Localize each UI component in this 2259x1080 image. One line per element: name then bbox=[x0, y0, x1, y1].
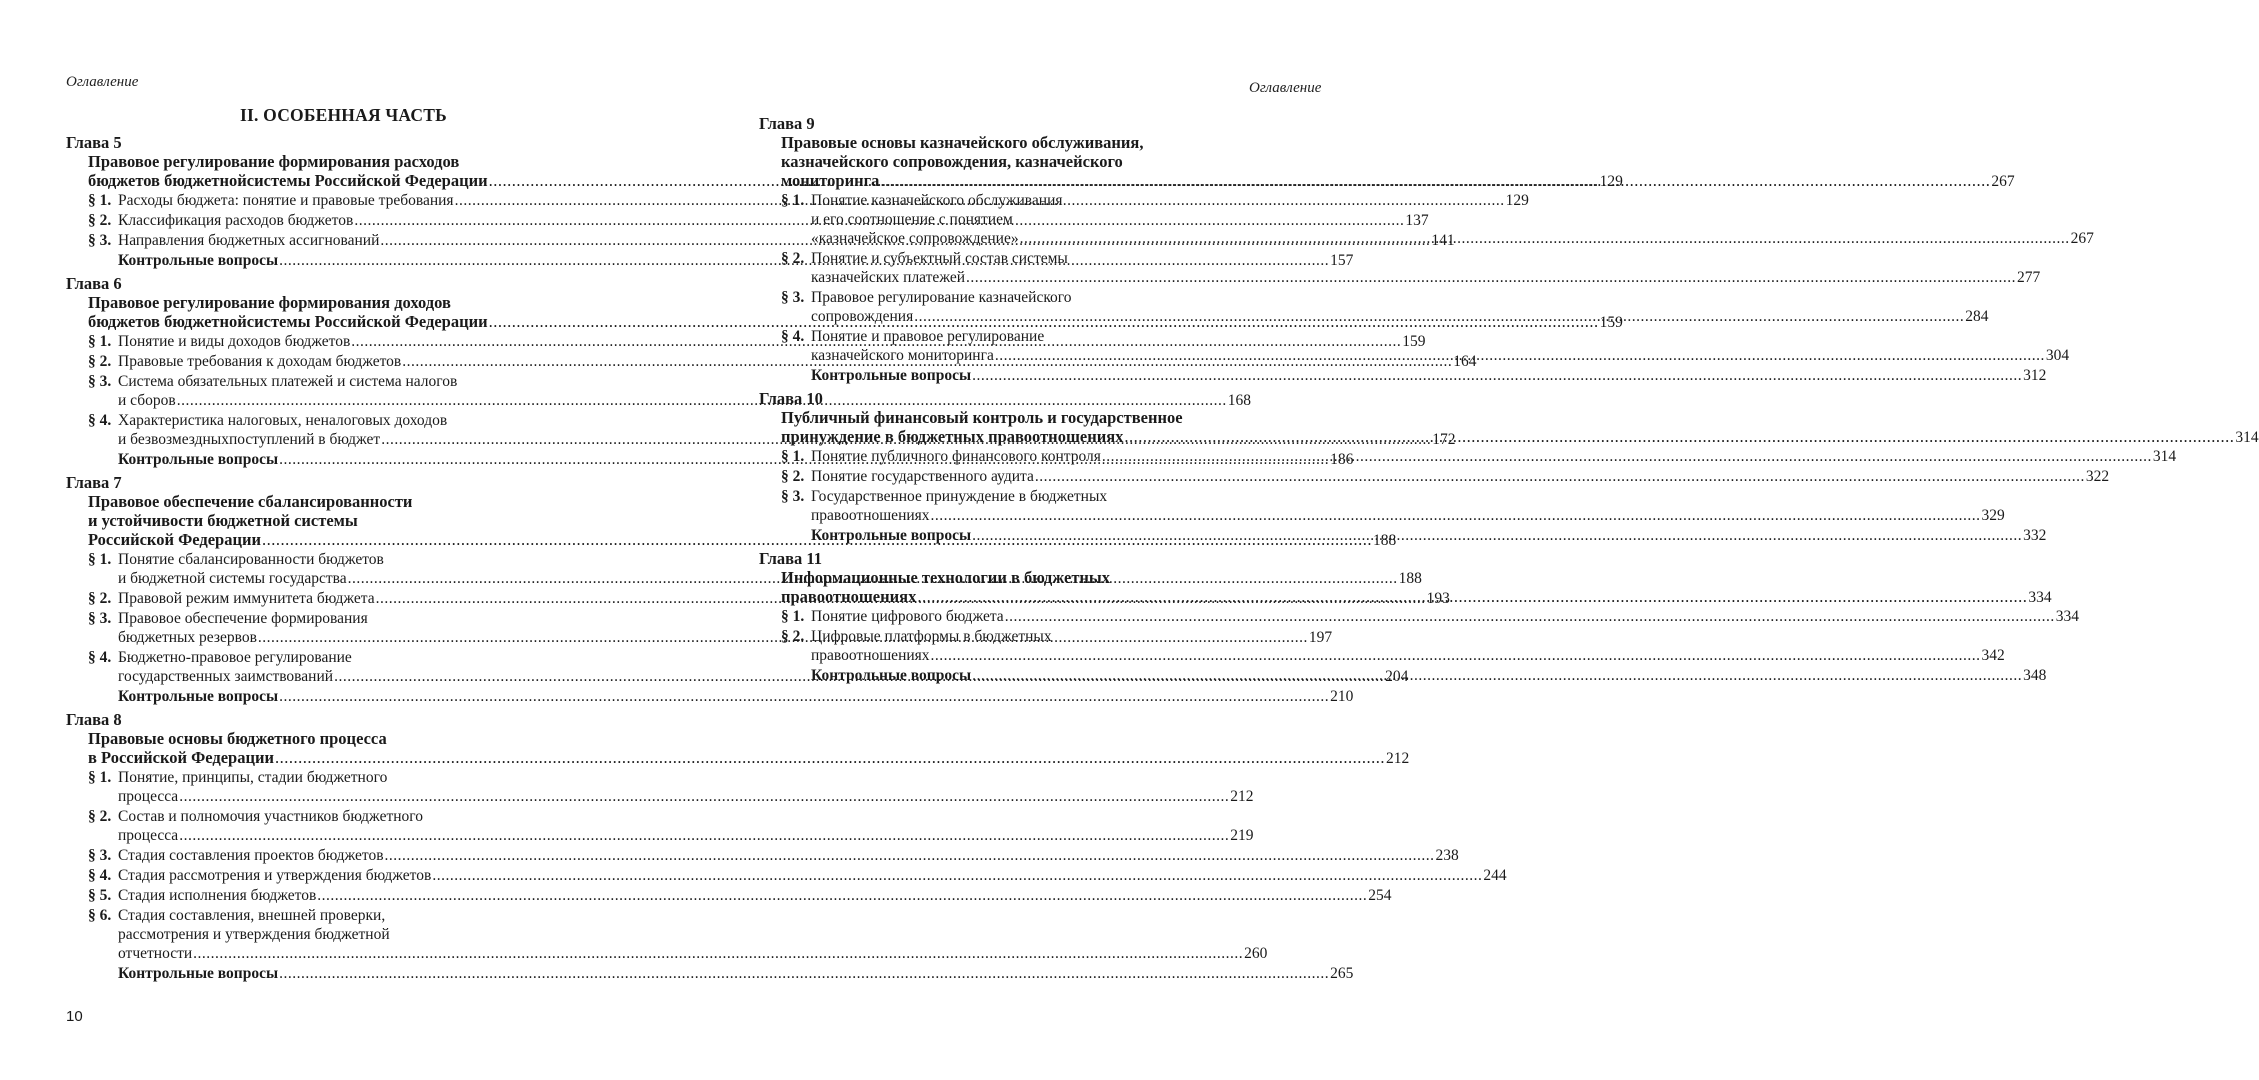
chapter-title-line: Правовое регулирование формирования расходов bbox=[88, 152, 460, 171]
review-questions-entry bbox=[811, 366, 2047, 385]
section-title-line: правоотношениях bbox=[811, 647, 930, 664]
running-head-left: Оглавление bbox=[66, 74, 139, 90]
section-number: § 1. bbox=[781, 192, 805, 209]
section-title bbox=[811, 447, 2176, 466]
section-number: § 2. bbox=[781, 468, 805, 485]
section-number: § 1. bbox=[781, 608, 805, 625]
section-title-line: Понятие и правовое регулирование bbox=[811, 328, 1045, 345]
section-row bbox=[781, 607, 2079, 626]
chapter-label: Глава 5 bbox=[66, 133, 122, 152]
review-questions-label: Контрольные вопросы bbox=[118, 965, 279, 982]
section-title-line: казначейского мониторинга bbox=[811, 347, 994, 364]
page-ref: 334 bbox=[2055, 608, 2079, 625]
toc-leader-row bbox=[811, 447, 2176, 466]
page-ref: 332 bbox=[2023, 527, 2047, 544]
section-number: § 1. bbox=[88, 333, 112, 350]
chapter-label: Глава 10 bbox=[759, 389, 823, 408]
chapter-title-line: Правовые основы бюджетного процесса bbox=[88, 729, 387, 748]
page-ref: 137 bbox=[1405, 212, 1429, 229]
toc-leader-row bbox=[118, 944, 1267, 963]
chapter-title-line: Правовое регулирование формирования доходов bbox=[88, 293, 451, 312]
section-title bbox=[811, 607, 2079, 626]
dot-leader bbox=[972, 666, 2022, 685]
dot-leader bbox=[995, 346, 2045, 365]
chapter-title-line: бюджетов бюджетнойсистемы Российской Федерации bbox=[88, 171, 488, 190]
review-questions-entry bbox=[118, 964, 1354, 983]
section-row bbox=[781, 467, 2110, 486]
page-ref: 265 bbox=[1330, 965, 1354, 982]
dot-leader bbox=[432, 866, 1482, 885]
section-number: § 2. bbox=[88, 590, 112, 607]
section-title-line: Расходы бюджета: понятие и правовые требования bbox=[118, 192, 454, 209]
toc-leader-row bbox=[811, 366, 2047, 385]
dot-leader bbox=[917, 587, 2027, 606]
chapter-title-line: мониторинга bbox=[781, 171, 880, 190]
toc-leader-row bbox=[118, 687, 1354, 706]
section-title-line: сопровождения bbox=[811, 308, 914, 325]
page-ref: 314 bbox=[2235, 429, 2259, 446]
section-number: § 1. bbox=[781, 448, 805, 465]
section-title bbox=[811, 249, 2040, 287]
part-title: II. ОСОБЕННАЯ ЧАСТЬ bbox=[240, 105, 447, 125]
section-title-line: процесса bbox=[118, 788, 179, 805]
section-title-line: Понятие цифрового бюджета bbox=[811, 608, 1004, 625]
section-row bbox=[88, 866, 1507, 885]
section-title bbox=[118, 906, 1267, 963]
toc-leader-row bbox=[118, 866, 1507, 885]
page-ref: 159 bbox=[1599, 314, 1623, 331]
dot-leader bbox=[1124, 427, 2234, 446]
chapter-title-line: бюджетов бюджетнойсистемы Российской Федерации bbox=[88, 312, 488, 331]
section-number: § 3. bbox=[781, 488, 805, 505]
toc-leader-row bbox=[811, 229, 2094, 248]
section-title-line: Бюджетно-правовое регулирование bbox=[118, 649, 352, 666]
dot-leader bbox=[972, 366, 2022, 385]
section-number: § 2. bbox=[88, 212, 112, 229]
section-title-line: Понятие сбалансированности бюджетов bbox=[118, 551, 384, 568]
section-title bbox=[118, 807, 1253, 845]
dot-leader bbox=[966, 268, 2016, 287]
chapter-entry bbox=[66, 710, 1507, 983]
dot-leader bbox=[317, 886, 1367, 905]
section-title-line: Стадия составления, внешней проверки, bbox=[118, 907, 386, 924]
section-title-line: «казначейское сопровождение» bbox=[811, 230, 1019, 247]
section-title-line: Стадия исполнения бюджетов bbox=[118, 887, 317, 904]
review-questions-label: Контрольные вопросы bbox=[811, 527, 972, 544]
section-entry bbox=[781, 467, 2110, 486]
page-number: 10 bbox=[66, 1008, 83, 1025]
chapter-title-line: казначейского сопровождения, казначейского bbox=[781, 152, 1123, 171]
toc-leader-row bbox=[811, 467, 2109, 486]
toc-leader-row bbox=[811, 607, 2079, 626]
chapter-title-line: Российской Федерации bbox=[88, 530, 261, 549]
section-row bbox=[88, 886, 1392, 905]
toc-leader-row bbox=[118, 964, 1354, 983]
dot-leader bbox=[1035, 467, 2085, 486]
section-entry bbox=[88, 906, 1268, 963]
section-entry bbox=[781, 487, 2005, 525]
section-title-line: Классификация расходов бюджетов bbox=[118, 212, 354, 229]
dot-leader bbox=[1102, 447, 2152, 466]
chapter-label: Глава 11 bbox=[759, 549, 823, 568]
page-ref: 322 bbox=[2085, 468, 2110, 485]
section-number: § 2. bbox=[781, 628, 805, 645]
review-questions-label: Контрольные вопросы bbox=[811, 367, 972, 384]
chapter-title-line: в Российской Федерации bbox=[88, 748, 275, 767]
chapter-label: Глава 9 bbox=[759, 114, 815, 133]
section-number: § 3. bbox=[88, 232, 112, 249]
page-ref: 129 bbox=[1505, 192, 1529, 209]
chapter-title-line: Правовое обеспечение сбалансированности bbox=[88, 492, 413, 511]
dot-leader bbox=[193, 944, 1243, 963]
dot-leader bbox=[914, 307, 1964, 326]
page-ref: 277 bbox=[2017, 269, 2041, 286]
section-entry bbox=[88, 807, 1254, 845]
page-ref: 212 bbox=[1386, 750, 1410, 767]
page-ref: 267 bbox=[1991, 173, 2015, 190]
chapter-label: Глава 7 bbox=[66, 473, 122, 492]
section-entry bbox=[88, 846, 1459, 865]
section-number: § 5. bbox=[88, 887, 112, 904]
section-title-line: Стадия рассмотрения и утверждения бюджетов bbox=[118, 867, 432, 884]
page-ref: 348 bbox=[2023, 667, 2047, 684]
section-number: § 4. bbox=[88, 649, 112, 666]
section-title-line: Государственное принуждение в бюджетных bbox=[811, 488, 1108, 505]
page-ref: 186 bbox=[1330, 451, 1354, 468]
section-title bbox=[811, 191, 2094, 248]
section-title bbox=[118, 866, 1507, 885]
chapter-title bbox=[88, 729, 1410, 768]
page-ref: 188 bbox=[1372, 532, 1397, 549]
review-questions-label: Контрольные вопросы bbox=[811, 667, 972, 684]
page-ref: 212 bbox=[1230, 788, 1254, 805]
section-number: § 4. bbox=[88, 412, 112, 429]
page-ref: 244 bbox=[1483, 867, 1507, 884]
review-questions-entry bbox=[118, 687, 1354, 706]
section-title-line: Понятие, принципы, стадии бюджетного bbox=[118, 769, 388, 786]
section-title bbox=[811, 467, 2109, 486]
section-row bbox=[88, 768, 1254, 806]
section-title-line: Направления бюджетных ассигнований bbox=[118, 232, 380, 249]
section-number: § 2. bbox=[88, 808, 112, 825]
section-title-line: Система обязательных платежей и система налогов bbox=[118, 373, 458, 390]
chapter-title-line: принуждение в бюджетных правоотношениях bbox=[781, 427, 1124, 446]
page-ref: 329 bbox=[1981, 507, 2005, 524]
section-title bbox=[811, 327, 2069, 365]
page-ref: 164 bbox=[1453, 353, 1477, 370]
section-title bbox=[811, 487, 2005, 525]
section-number: § 4. bbox=[88, 867, 112, 884]
section-title bbox=[118, 768, 1253, 806]
dot-leader bbox=[931, 646, 1981, 665]
toc-leader-row bbox=[118, 886, 1392, 905]
section-title-line: Понятие государственного аудита bbox=[811, 468, 1034, 485]
section-title-line: Стадия составления проектов бюджетов bbox=[118, 847, 384, 864]
section-title-line: бюджетных резервов bbox=[118, 629, 257, 646]
section-number: § 6. bbox=[88, 907, 112, 924]
section-title bbox=[118, 886, 1392, 905]
section-number: § 2. bbox=[781, 250, 805, 267]
section-title-line: и безвозмездныхпоступлений в бюджет bbox=[118, 431, 381, 448]
chapter-title-line: Информационные технологии в бюджетных bbox=[781, 568, 1111, 587]
section-title-line: и его соотношение с понятием bbox=[811, 211, 1013, 228]
dot-leader bbox=[279, 687, 1329, 706]
section-entry bbox=[781, 607, 2079, 626]
chapter-title-line: Правовые основы казначейского обслуживания, bbox=[781, 133, 1144, 152]
page-ref: 284 bbox=[1965, 308, 1989, 325]
page-ref: 312 bbox=[2023, 367, 2047, 384]
section-title-line: казначейских платежей bbox=[811, 269, 965, 286]
section-number: § 4. bbox=[781, 328, 805, 345]
section-title-line: Правовое обеспечение формирования bbox=[118, 610, 368, 627]
section-title-line: Цифровые платформы в бюджетных bbox=[811, 628, 1052, 645]
section-title-line: правоотношениях bbox=[811, 507, 930, 524]
section-row bbox=[88, 846, 1459, 865]
dot-leader bbox=[179, 787, 1229, 806]
toc-leader-row bbox=[118, 787, 1253, 806]
section-title-line: Понятие и виды доходов бюджетов bbox=[118, 333, 351, 350]
page-ref: 157 bbox=[1330, 252, 1354, 269]
review-questions-label: Контрольные вопросы bbox=[118, 451, 279, 468]
chapter-label: Глава 8 bbox=[66, 710, 122, 729]
page-ref: 188 bbox=[1398, 570, 1422, 587]
running-head-right: Оглавление bbox=[1249, 80, 1322, 96]
section-title-line: Понятие и субъектный состав системы bbox=[811, 250, 1068, 267]
dot-leader bbox=[179, 826, 1229, 845]
section-title-line: Понятие казначейского обслуживания bbox=[811, 192, 1063, 209]
section-title bbox=[811, 627, 2005, 665]
section-number: § 3. bbox=[781, 289, 805, 306]
dot-leader bbox=[880, 171, 1990, 190]
toc-leader-row bbox=[811, 346, 2069, 365]
page-ref: 219 bbox=[1230, 827, 1254, 844]
page-ref: 141 bbox=[1431, 232, 1455, 249]
section-title-line: Правовые требования к доходам бюджетов bbox=[118, 353, 402, 370]
section-title-line: Состав и полномочия участников бюджетного bbox=[118, 808, 423, 825]
page-ref: 342 bbox=[1981, 647, 2005, 664]
page-ref: 204 bbox=[1385, 668, 1409, 685]
dot-leader bbox=[1005, 607, 2055, 626]
section-title bbox=[118, 846, 1459, 865]
section-row bbox=[781, 627, 2005, 665]
section-row bbox=[781, 487, 2005, 525]
section-entry bbox=[781, 627, 2005, 665]
dot-leader bbox=[1020, 229, 2070, 248]
section-entry bbox=[88, 768, 1254, 806]
section-number: § 3. bbox=[88, 610, 112, 627]
section-title-line: Правовой режим иммунитета бюджета bbox=[118, 590, 375, 607]
dot-leader bbox=[279, 964, 1329, 983]
section-title-line: отчетности bbox=[118, 945, 193, 962]
page-ref: 159 bbox=[1402, 333, 1426, 350]
section-number: § 1. bbox=[88, 551, 112, 568]
section-number: § 1. bbox=[88, 192, 112, 209]
page-ref: 260 bbox=[1244, 945, 1268, 962]
page-ref: 238 bbox=[1435, 847, 1459, 864]
section-number: § 1. bbox=[88, 769, 112, 786]
section-entry bbox=[88, 866, 1507, 885]
section-row bbox=[88, 807, 1254, 845]
section-number: § 2. bbox=[88, 353, 112, 370]
section-title-line: рассмотрения и утверждения бюджетной bbox=[118, 926, 390, 943]
dot-leader bbox=[931, 506, 1981, 525]
toc-leader-row bbox=[811, 268, 2040, 287]
section-title-line: и бюджетной системы государства bbox=[118, 570, 347, 587]
page-ref: 172 bbox=[1432, 431, 1456, 448]
page-ref: 197 bbox=[1308, 629, 1333, 646]
section-title-line: и сборов bbox=[118, 392, 176, 409]
section-title-line: Правовое регулирование казначейского bbox=[811, 289, 1072, 306]
dot-leader bbox=[275, 748, 1385, 767]
page-ref: 267 bbox=[2070, 230, 2094, 247]
review-questions-label: Контрольные вопросы bbox=[118, 688, 279, 705]
review-questions-label: Контрольные вопросы bbox=[118, 252, 279, 269]
toc-leader-row bbox=[118, 826, 1253, 845]
section-number: § 3. bbox=[88, 373, 112, 390]
toc-leader-row bbox=[118, 846, 1459, 865]
section-title-line: Понятие публичного финансового контроля bbox=[811, 448, 1101, 465]
page-ref: 314 bbox=[2152, 448, 2177, 465]
chapter-title-line: правоотношениях bbox=[781, 587, 917, 606]
toc-leader-row bbox=[811, 307, 1988, 326]
section-entry bbox=[88, 886, 1392, 905]
dot-leader bbox=[972, 526, 2022, 545]
section-title-line: Характеристика налоговых, неналоговых доходов bbox=[118, 412, 448, 429]
chapter-label: Глава 6 bbox=[66, 274, 122, 293]
section-row bbox=[88, 906, 1268, 963]
section-title-line: государственных заимствований bbox=[118, 668, 334, 685]
toc-leader-row bbox=[811, 506, 2005, 525]
section-title-line: процесса bbox=[118, 827, 179, 844]
page-ref: 210 bbox=[1330, 688, 1354, 705]
section-number: § 3. bbox=[88, 847, 112, 864]
page-ref: 168 bbox=[1227, 392, 1251, 409]
page-ref: 304 bbox=[2045, 347, 2070, 364]
page-ref: 193 bbox=[1426, 590, 1450, 607]
page-ref: 254 bbox=[1368, 887, 1392, 904]
toc-leader-row bbox=[811, 646, 2005, 665]
dot-leader bbox=[385, 846, 1435, 865]
section-title bbox=[811, 288, 1988, 326]
page-ref: 334 bbox=[2028, 589, 2052, 606]
page-ref: 129 bbox=[1599, 173, 1623, 190]
chapter-title-line: Публичный финансовый контроль и государственное bbox=[781, 408, 1183, 427]
chapter-title-line: и устойчивости бюджетной системы bbox=[88, 511, 358, 530]
toc-leader-row bbox=[88, 748, 1410, 768]
